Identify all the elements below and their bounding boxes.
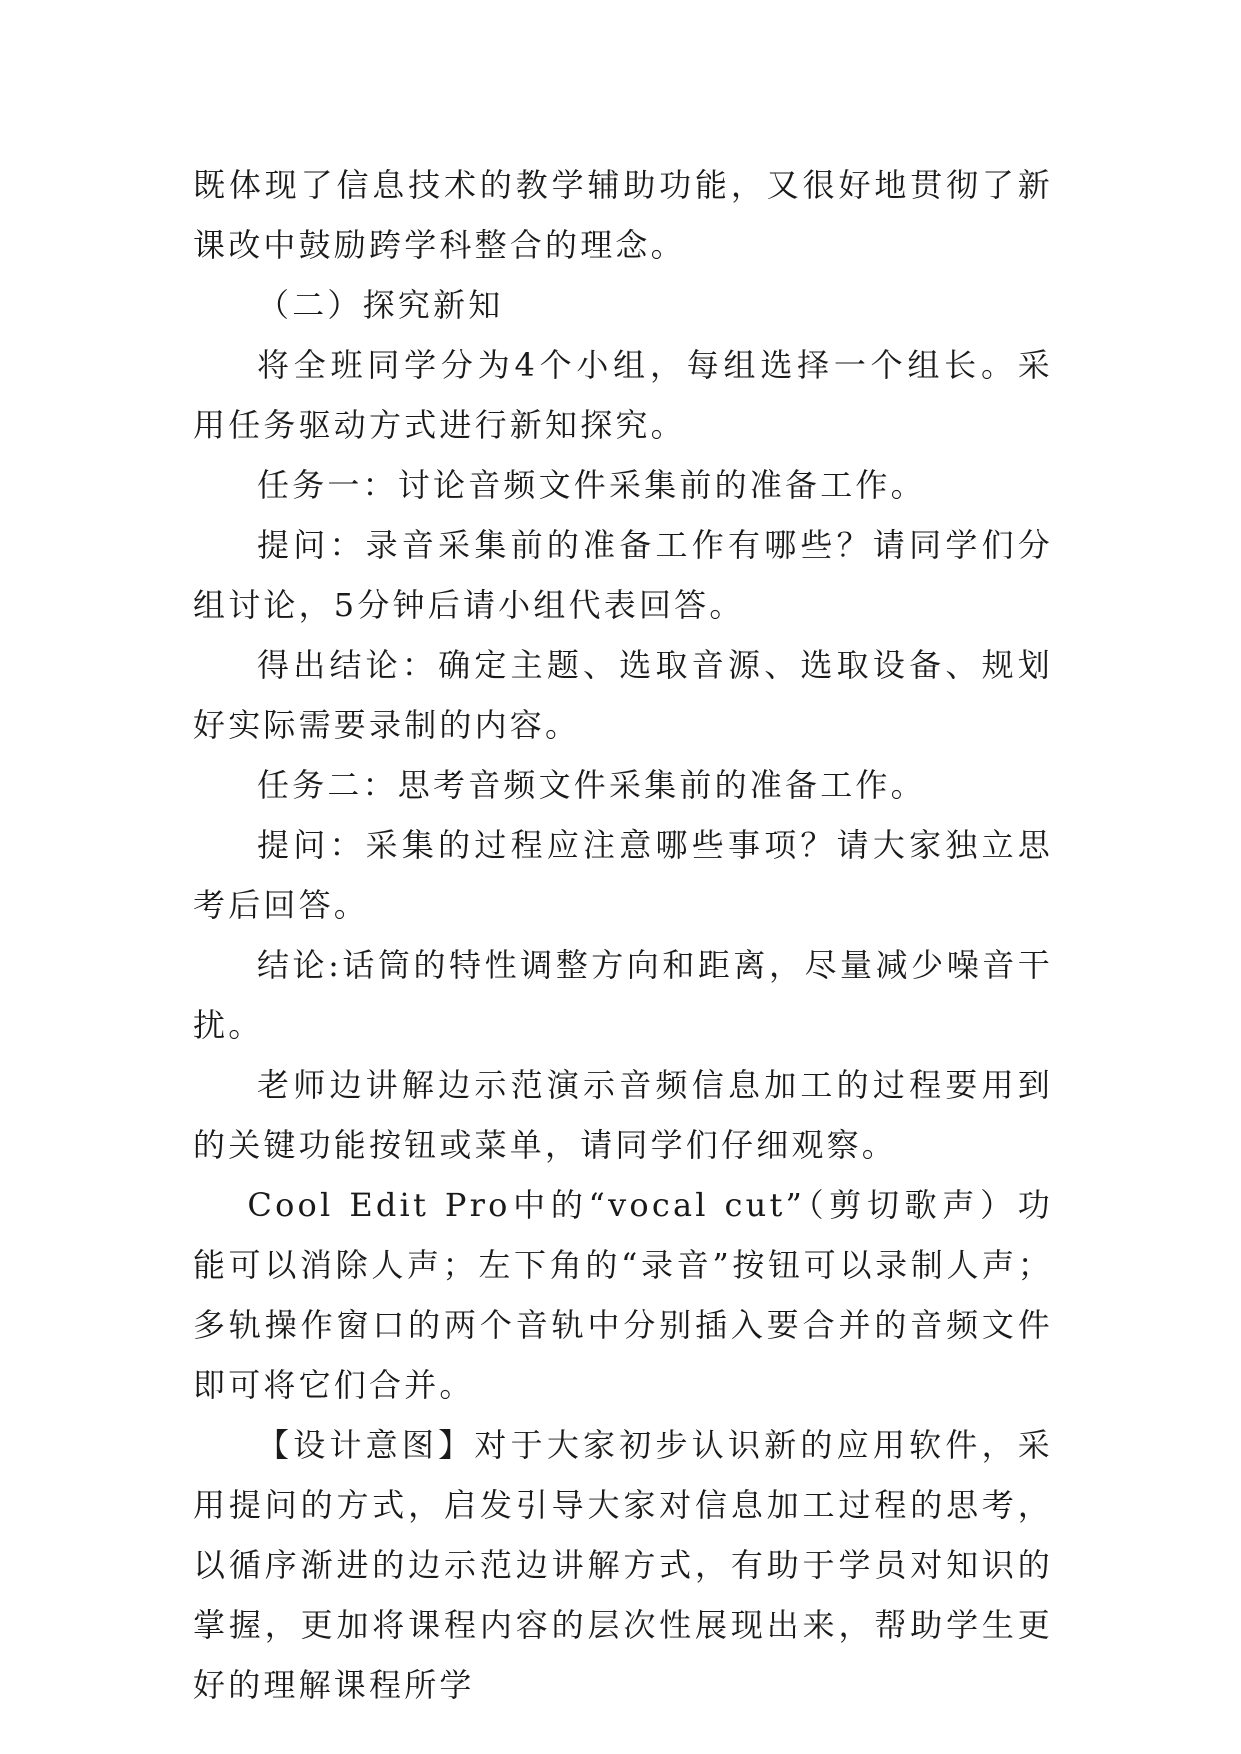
paragraph-teacher-demo: 老师边讲解边示范演示音频信息加工的过程要用到的关键功能按钮或菜单，请同学们仔细观察。: [193, 1066, 1053, 1164]
paragraph-grouping: 将全班同学分为4个小组，每组选择一个组长。采用任务驱动方式进行新知探究。: [193, 346, 1053, 444]
section-heading: （二）探究新知: [257, 286, 504, 324]
paragraph-question-two: 提问：采集的过程应注意哪些事项？请大家独立思考后回答。: [193, 826, 1053, 924]
paragraph-task-two: 任务二：思考音频文件采集前的准备工作。: [257, 766, 926, 804]
paragraph-cool-edit: Cool Edit Pro中的“vocal cut”（剪切歌声）功能可以消除人声；左下角的“录音”按钮可以录制人声；多轨操作窗口的两个音轨中分别插入要合并的音频文件即可将它们合并。: [193, 1186, 1053, 1404]
paragraph-conclusion-two: 结论:话筒的特性调整方向和距离，尽量减少噪音干扰。: [193, 946, 1053, 1044]
paragraph-continuation: 既体现了信息技术的教学辅助功能，又很好地贯彻了新课改中鼓励跨学科整合的理念。: [193, 166, 1053, 264]
paragraph-design-intent: 【设计意图】对于大家初步认识新的应用软件，采用提问的方式，启发引导大家对信息加工过程的思考，以循序渐进的边示范边讲解方式，有助于学员对知识的掌握，更加将课程内容的层次性展现出来，帮助学生更好的理解课程所学: [193, 1426, 1053, 1704]
document-body: [193, 155, 1053, 1715]
paragraph-question-one: 提问：录音采集前的准备工作有哪些？请同学们分组讨论，5分钟后请小组代表回答。: [193, 526, 1053, 624]
paragraph-conclusion-one: 得出结论：确定主题、选取音源、选取设备、规划好实际需要录制的内容。: [193, 646, 1053, 744]
paragraph-task-one: 任务一：讨论音频文件采集前的准备工作。: [257, 466, 926, 504]
